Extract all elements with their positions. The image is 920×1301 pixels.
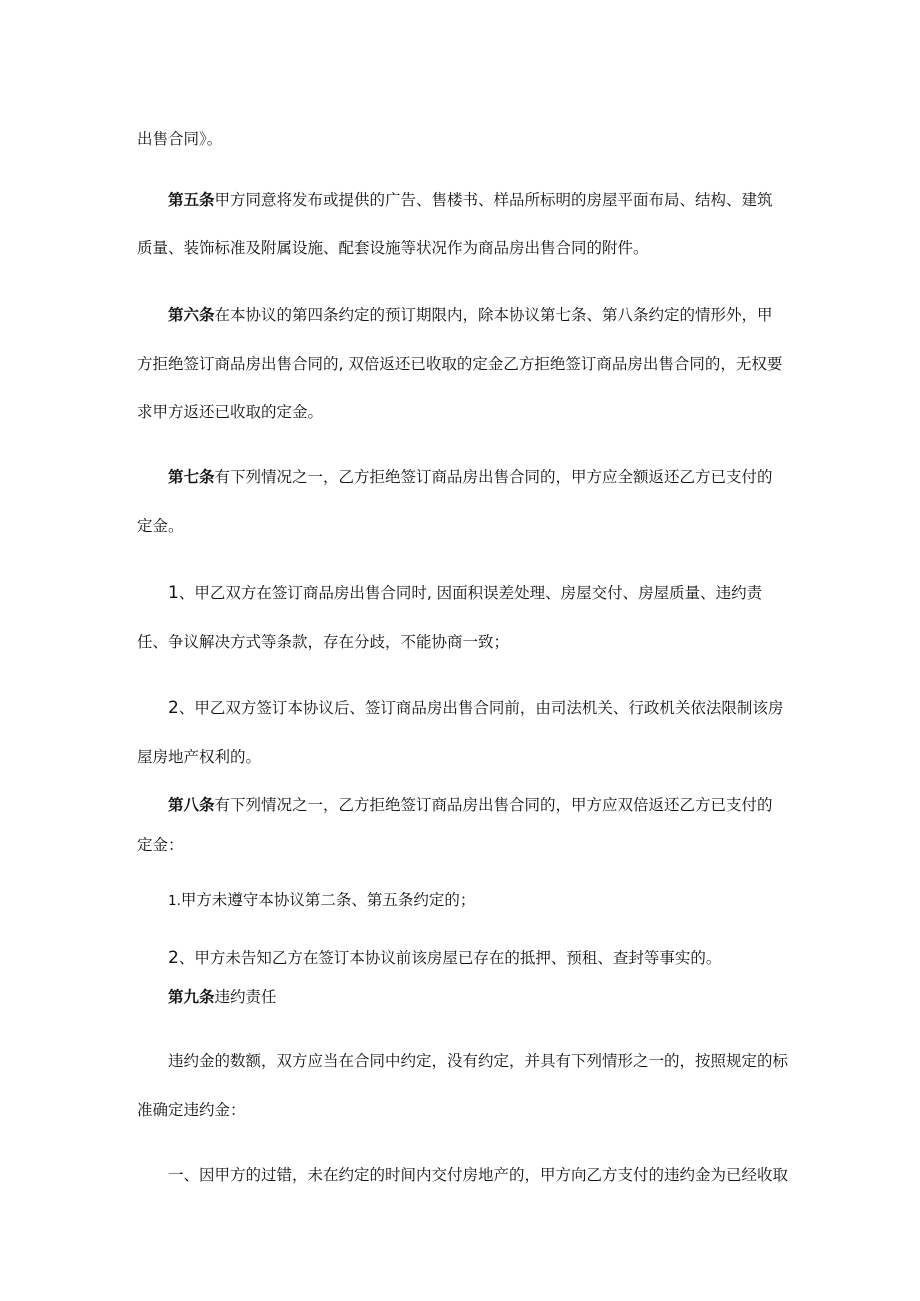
text-line: 质量、装饰标准及附属设施、配套设施等状况作为商品房出售合同的附件。 — [137, 239, 649, 257]
text-line: 屋房地产权利的。 — [137, 748, 262, 766]
text-line: 任、争议解决方式等条款，存在分歧，不能协商一致； — [137, 633, 510, 651]
article-heading: 第六条 — [168, 306, 215, 324]
text-line: 一、因甲方的过错，未在约定的时间内交付房地产的，甲方向乙方支付的违约金为已经收取 — [168, 1166, 789, 1184]
article-8: 第八条有下列情况之一，乙方拒绝签订商品房出售合同的，甲方应双倍返还乙方已支付的 — [168, 796, 773, 814]
text-line: 违约金的数额，双方应当在合同中约定，没有约定，并具有下列情形之一的，按照规定的标 — [168, 1052, 789, 1070]
list-item: 1、甲乙双方在签订商品房出售合同时, 因面积误差处理、房屋交付、房屋质量、违约责 — [168, 583, 763, 603]
text-line: 准确定违约金： — [137, 1101, 246, 1119]
text-line: 出售合同》。 — [137, 130, 223, 148]
list-item: 2、甲方未告知乙方在签订本协议前该房屋已存在的抵押、预租、查封等事实的。 — [168, 948, 722, 968]
text-line: 求甲方返还已收取的定金。 — [137, 403, 324, 421]
list-item: 2、甲乙双方签订本协议后、签订商品房出售合同前，由司法机关、行政机关依法限制该房 — [168, 698, 784, 718]
list-number: 1 — [168, 583, 179, 603]
article-heading: 第五条 — [168, 191, 215, 209]
list-item: 1.甲方未遵守本协议第二条、第五条约定的； — [168, 891, 476, 909]
list-number: 2 — [168, 698, 179, 718]
article-6: 第六条在本协议的第四条约定的预订期限内，除本协议第七条、第八条约定的情形外，甲 — [168, 306, 773, 324]
article-heading: 第七条 — [168, 468, 215, 486]
list-number: 2 — [168, 948, 179, 968]
article-9: 第九条违约责任 — [168, 988, 277, 1006]
article-7: 第七条有下列情况之一，乙方拒绝签订商品房出售合同的，甲方应全额返还乙方已支付的 — [168, 468, 773, 486]
article-5: 第五条甲方同意将发布或提供的广告、售楼书、样品所标明的房屋平面布局、结构、建筑 — [168, 191, 773, 209]
text-line: 定金。 — [137, 517, 184, 535]
text-line: 定金： — [137, 836, 184, 854]
list-number: 1. — [168, 893, 181, 909]
article-heading: 第九条 — [168, 988, 215, 1006]
text-line: 方拒绝签订商品房出售合同的, 双倍返还已收取的定金乙方拒绝签订商品房出售合同的，无权要 — [137, 355, 783, 373]
article-heading: 第八条 — [168, 796, 215, 814]
